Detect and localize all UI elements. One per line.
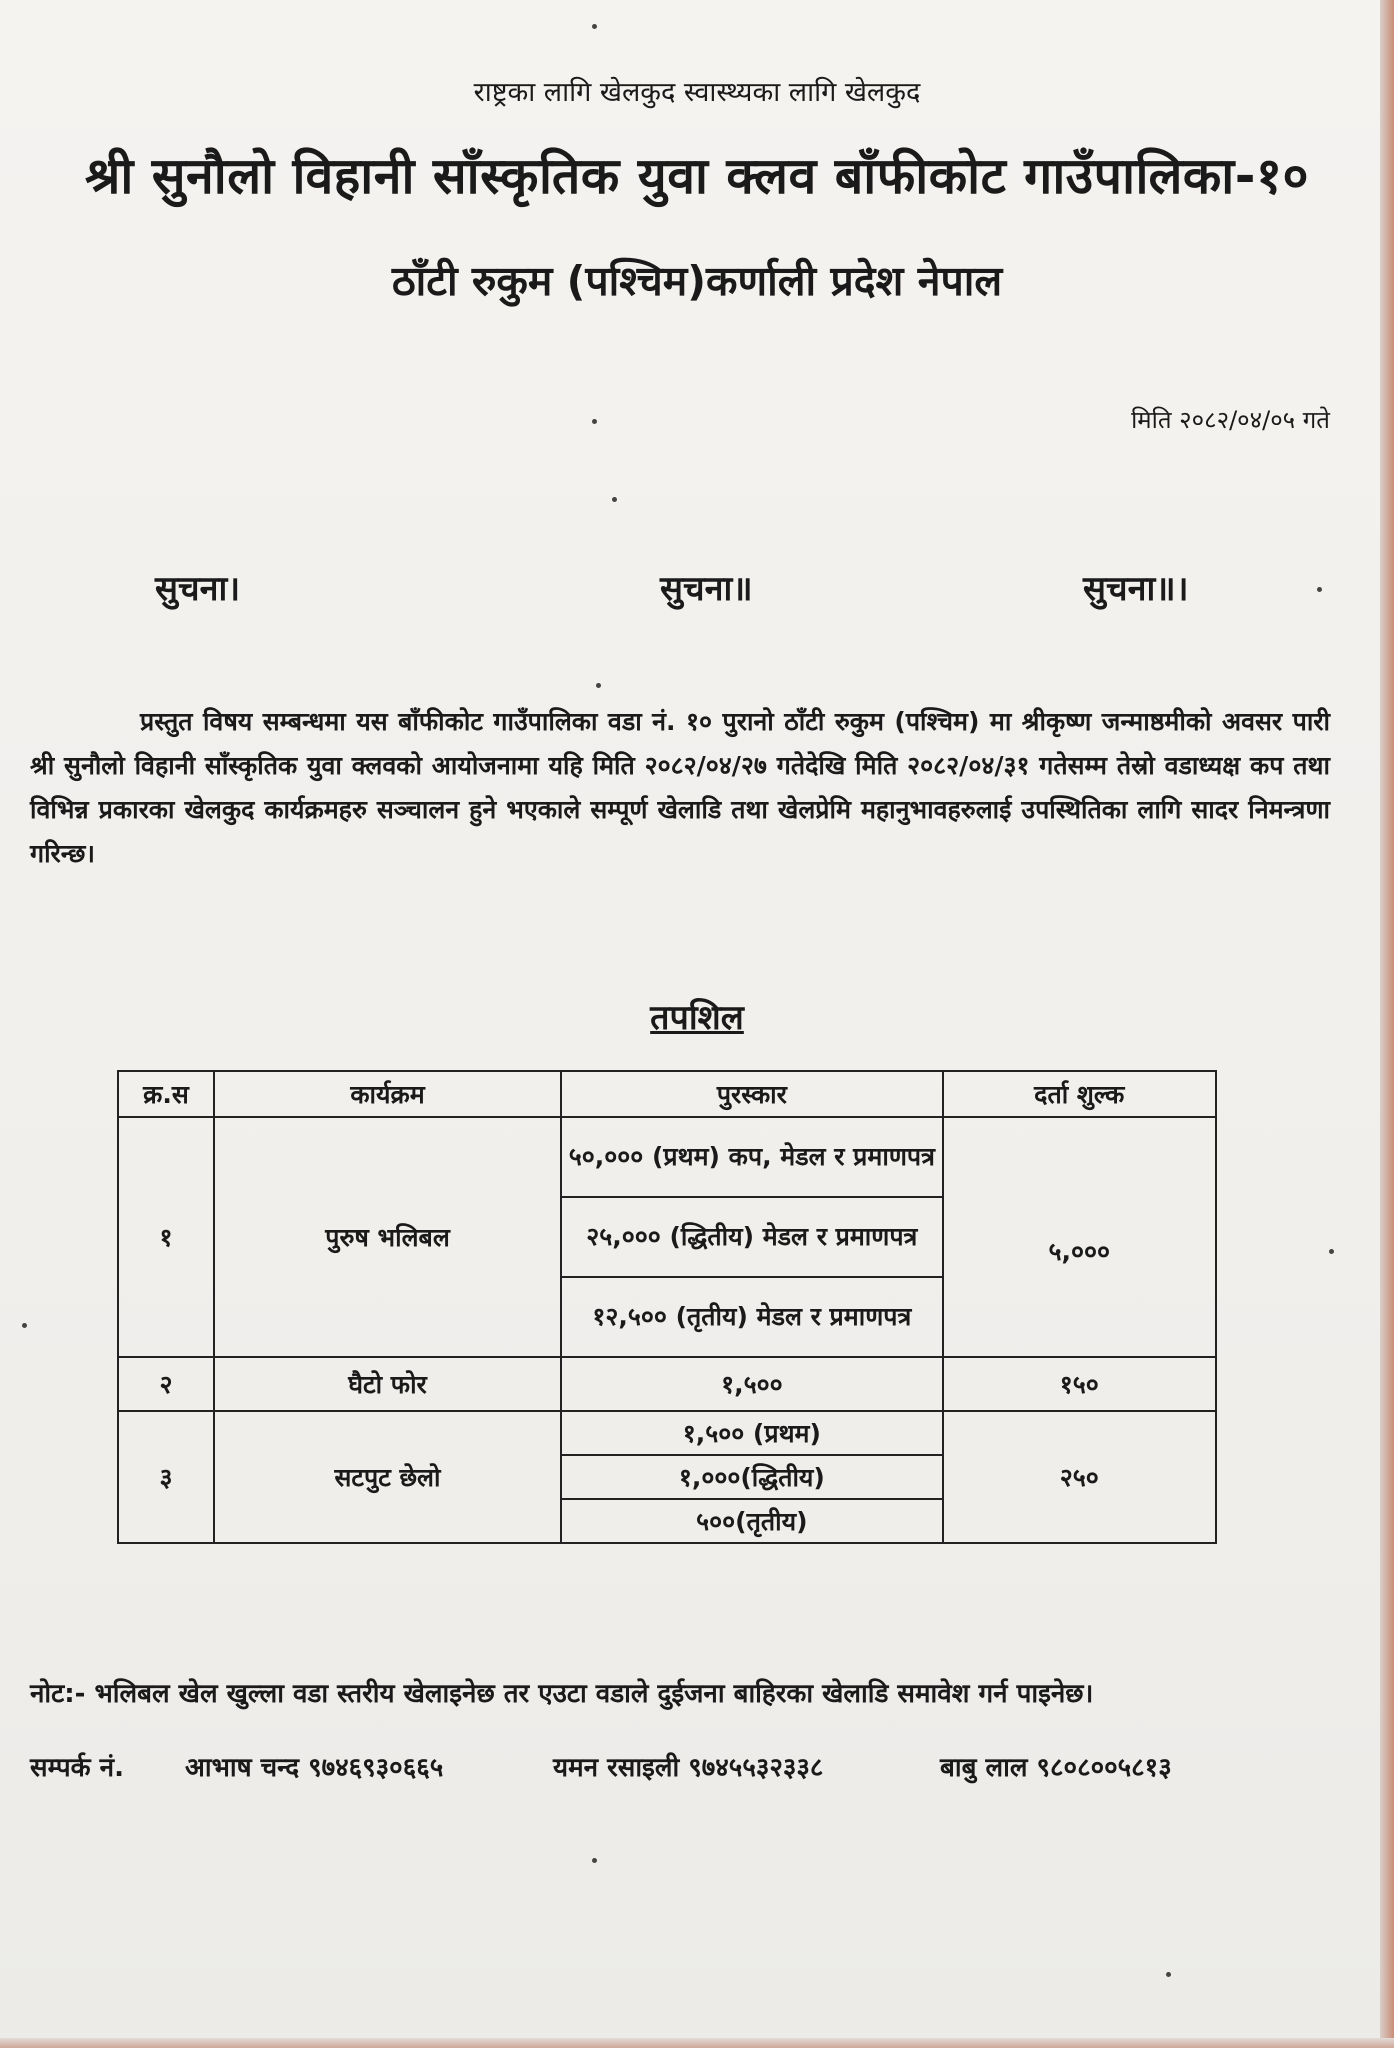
row-prize: १,५०० xyxy=(561,1357,942,1411)
paper-speck xyxy=(612,497,617,502)
paper-speck xyxy=(1329,1249,1334,1254)
row-event: पुरुष भलिबल xyxy=(214,1117,561,1357)
notice-body: प्रस्तुत विषय सम्बन्धमा यस बाँफीकोट गाउँपालिका वडा नं. १० पुरानो ठाँटी रुकुम (पश्चिम) मा श्रीकृष्ण जन्माष्ठमीको अवसर पारी श्री सुनौलो विहानी साँस्कृतिक युवा क्लवको आयोजनामा यहि मिति २०८२/०४/२७ गतेदेखि मिति २०८२/०४/३१ गतेसम्म तेस्रो वडाध्यक्ष कप तथा विभिन्न प्रकारका खेलकुद कार्यक्रमहरु सञ्चालन हुने भएकाले सम्पूर्ण खेलाडि तथा खेलप्रेमि महानुभावहरुलाई उपस्थितिका लागि सादर निमन्त्रणा गरिन्छ। xyxy=(30,707,1330,868)
row-prize: १२,५०० (तृतीय) मेडल र प्रमाणपत्र xyxy=(561,1277,942,1357)
row-sn: २ xyxy=(118,1357,214,1411)
notice-label-2: सुचना॥ xyxy=(660,569,753,609)
paper-speck xyxy=(1166,1972,1171,1977)
slogan: राष्ट्रका लागि खेलकुद स्वास्थ्यका लागि खेलकुद xyxy=(473,77,921,108)
header-prize: पुरस्कार xyxy=(561,1071,942,1117)
row-fee: १५० xyxy=(943,1357,1216,1411)
footer-note: नोट:- भलिबल खेल खुल्ला वडा स्तरीय खेलाइनेछ तर एउटा वडाले दुईजना बाहिरका खेलाडि समावेश गर्न पाइनेछ। xyxy=(30,1679,1094,1709)
row-sn: ३ xyxy=(118,1411,214,1543)
notice-label-1: सुचना। xyxy=(155,569,241,609)
row-prize: ५०,००० (प्रथम) कप, मेडल र प्रमाणपत्र xyxy=(561,1117,942,1197)
contact-label: सम्पर्क नं. xyxy=(30,1753,124,1783)
details-heading: तपशिल xyxy=(650,998,744,1038)
table-row xyxy=(118,1357,1216,1411)
row-fee: ५,००० xyxy=(943,1117,1216,1357)
table-header-row xyxy=(118,1071,1216,1117)
paper-edge-bottom xyxy=(0,2038,1394,2048)
contact-item: बाबु लाल ९८०८००५८१३ xyxy=(940,1753,1172,1783)
table-row xyxy=(118,1117,1216,1197)
row-sn: १ xyxy=(118,1117,214,1357)
table-row xyxy=(118,1411,1216,1455)
row-prize: १,५०० (प्रथम) xyxy=(561,1411,942,1455)
notice-label-3: सुचना॥। xyxy=(1083,569,1189,609)
club-title: श्री सुनौलो विहानी साँस्कृतिक युवा क्लव बाँफीकोट गाउँपालिका-१० xyxy=(84,147,1309,205)
details-table xyxy=(117,1070,1217,1544)
paper-speck xyxy=(592,419,597,424)
paper-speck xyxy=(1317,587,1322,592)
row-event: सटपुट छेलो xyxy=(214,1411,561,1543)
paper-speck xyxy=(592,1858,597,1863)
contact-item: आभाष चन्द ९७४६९३०६६५ xyxy=(185,1753,444,1783)
row-prize: ५००(तृतीय) xyxy=(561,1499,942,1543)
row-prize: १,०००(द्धितीय) xyxy=(561,1455,942,1499)
contact-item: यमन रसाइली ९७४५५३२३३८ xyxy=(553,1753,824,1783)
notice-date: मिति २०८२/०४/०५ गते xyxy=(1131,406,1330,434)
row-event: घैटो फोर xyxy=(214,1357,561,1411)
address-subtitle: ठाँटी रुकुम (पश्चिम)कर्णाली प्रदेश नेपाल xyxy=(391,257,1003,305)
header-fee: दर्ता शुल्क xyxy=(943,1071,1216,1117)
header-event: कार्यक्रम xyxy=(214,1071,561,1117)
header-sn: क्र.स xyxy=(118,1071,214,1117)
row-fee: २५० xyxy=(943,1411,1216,1543)
paper-speck xyxy=(592,24,597,29)
row-prize: २५,००० (द्धितीय) मेडल र प्रमाणपत्र xyxy=(561,1197,942,1277)
paper-speck xyxy=(596,683,601,688)
paper-speck xyxy=(22,1323,27,1328)
